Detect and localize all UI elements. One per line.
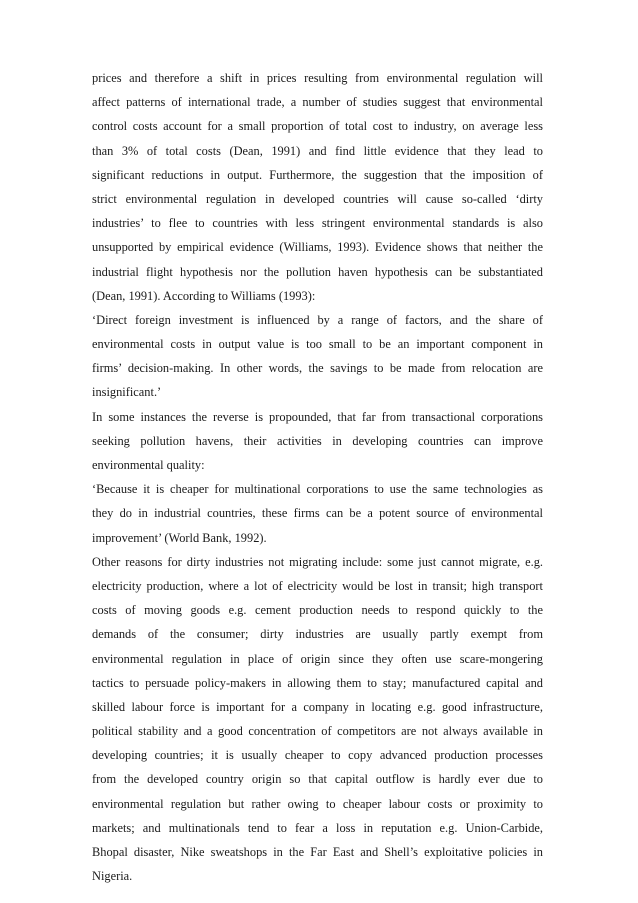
text-line: Other reasons for dirty industries not migrating include: some just cannot migrate, e.g. bbox=[92, 554, 543, 569]
text-line: improvement’ (World Bank, 1992). bbox=[92, 530, 267, 545]
text-line: ‘Because it is cheaper for multinational corporations to use the same technologies as bbox=[92, 482, 543, 497]
text-line: environmental quality: bbox=[92, 458, 205, 472]
text-line: (Dean, 1991). According to Williams (1993): bbox=[92, 288, 316, 303]
text-line: Bhopal disaster, Nike sweatshops in the Far East and Shell’s exploitative policies in bbox=[92, 845, 543, 859]
text-line: industries’ to flee to countries with less stringent environmental standards is also bbox=[92, 216, 543, 231]
text-line: firms’ decision-making. In other words, the savings to be made from relocation are bbox=[92, 361, 543, 376]
text-line: electricity production, where a lot of electricity would be lost in transit; high transport bbox=[92, 578, 543, 593]
text-line: they do in industrial countries, these firms can be a potent source of environmental bbox=[92, 506, 543, 521]
body-text bbox=[92, 66, 543, 888]
text-line: seeking pollution havens, their activities in developing countries can improve bbox=[92, 433, 543, 448]
text-line: In some instances the reverse is propounded, that far from transactional corporations bbox=[92, 409, 543, 424]
text-line: markets; and multinationals tend to fear a loss in reputation e.g. Union-Carbide, bbox=[92, 820, 543, 835]
text-line: industrial flight hypothesis nor the pollution haven hypothesis can be substantiated bbox=[92, 264, 543, 279]
text-line: prices and therefore a shift in prices resulting from environmental regulation will bbox=[92, 71, 543, 85]
text-line: Nigeria. bbox=[92, 869, 133, 884]
text-line: tactics to persuade policy-makers in allowing them to stay; manufactured capital and bbox=[92, 675, 543, 690]
text-line: demands of the consumer; dirty industries are usually partly exempt from bbox=[92, 627, 543, 642]
text-line: affect patterns of international trade, a number of studies suggest that environmental bbox=[92, 95, 543, 110]
text-line: skilled labour force is important for a company in locating e.g. good infrastructure, bbox=[92, 699, 543, 714]
text-line: costs of moving goods e.g. cement production needs to respond quickly to the bbox=[92, 603, 543, 618]
text-line: than 3% of total costs (Dean, 1991) and find little evidence that they lead to bbox=[92, 143, 543, 158]
text-line: environmental costs in output value is too small to be an important component in bbox=[92, 337, 543, 352]
text-line: strict environmental regulation in developed countries will cause so-called ‘dirty bbox=[92, 191, 543, 206]
text-line: from the developed country origin so that capital outflow is hardly ever due to bbox=[92, 772, 543, 787]
text-line: ‘Direct foreign investment is influenced by a range of factors, and the share of bbox=[92, 312, 543, 327]
text-line: environmental regulation in place of origin since they often use scare-mongering bbox=[92, 651, 543, 666]
text-line: political stability and a good concentration of competitors are not always available in bbox=[92, 724, 543, 739]
text-line: significant reductions in output. Furthermore, the suggestion that the imposition of bbox=[92, 167, 543, 182]
text-line: insignificant.’ bbox=[92, 385, 162, 400]
text-line: control costs account for a small proportion of total cost to industry, on average less bbox=[92, 119, 543, 134]
text-line: environmental regulation but rather owing to cheaper labour costs or proximity to bbox=[92, 796, 543, 811]
text-line: unsupported by empirical evidence (Williams, 1993). Evidence shows that neither the bbox=[92, 240, 543, 255]
text-line: developing countries; it is usually cheaper to copy advanced production processes bbox=[92, 748, 543, 763]
